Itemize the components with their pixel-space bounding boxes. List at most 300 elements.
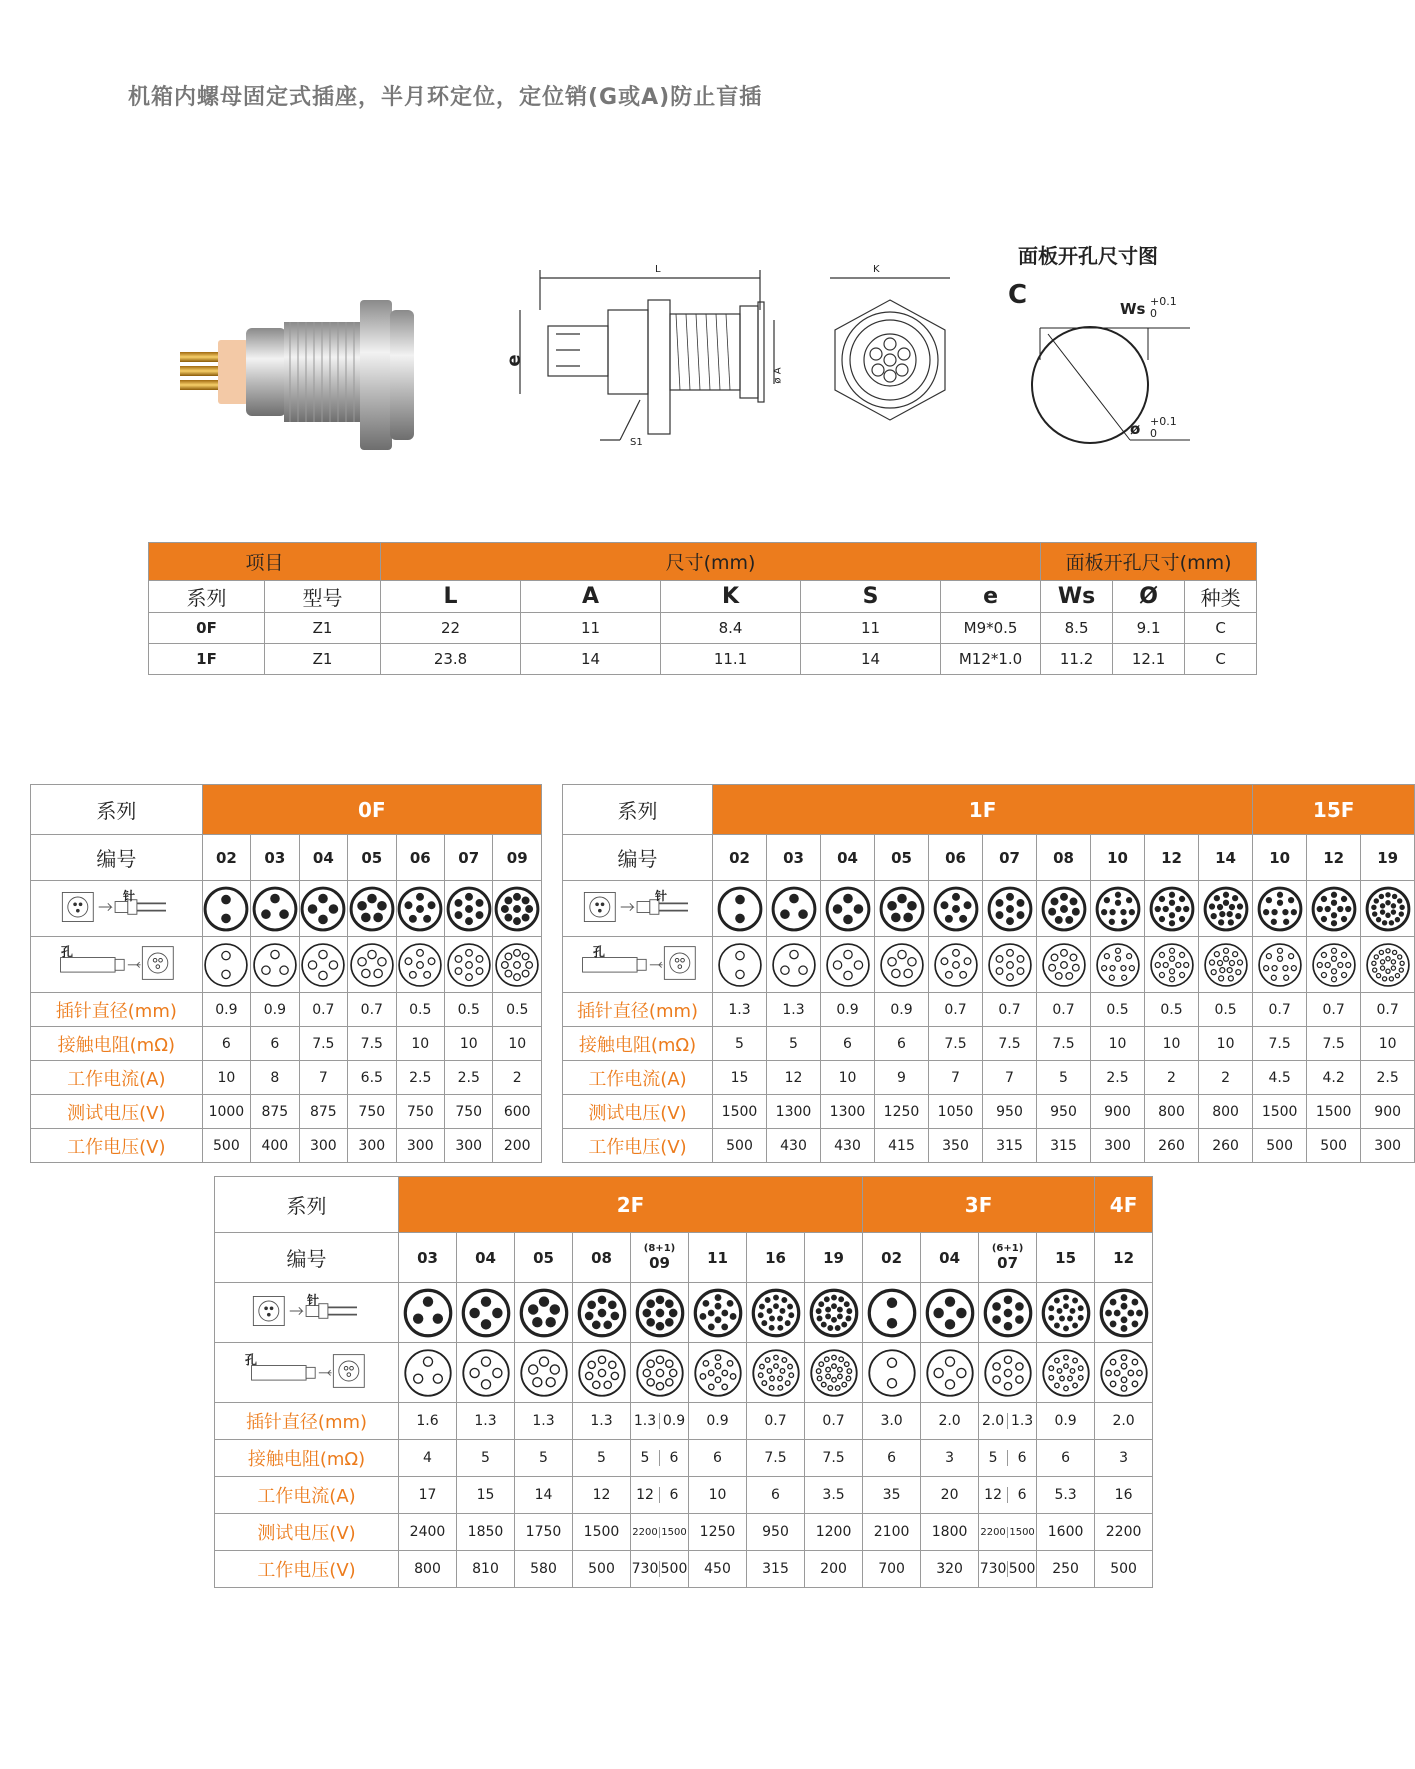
- pin-layout-cell: [805, 1283, 863, 1343]
- pin-diameter-label: 插针直径(mm): [563, 993, 713, 1027]
- pin-legend-cell: [563, 881, 713, 937]
- value-cell: 10: [689, 1477, 747, 1514]
- value-cell: 3.0: [863, 1403, 921, 1440]
- split-value: [631, 1561, 688, 1577]
- value-cell: 10: [202, 1061, 250, 1095]
- value-cell: 2.0: [1095, 1403, 1153, 1440]
- female-socket-layout-icon: [397, 942, 443, 988]
- code-value: 02: [729, 848, 750, 867]
- value-cell: 900: [1091, 1095, 1145, 1129]
- male-pin-layout-icon: [446, 886, 492, 932]
- working-voltage-label: 工作电压(V): [31, 1129, 203, 1163]
- male-pin-layout-icon: [252, 886, 298, 932]
- pin-layout-cell: [445, 881, 493, 937]
- male-pin-layout-icon: [494, 886, 540, 932]
- male-pin-layout-icon: [397, 886, 443, 932]
- sub-value: 730: [631, 1561, 659, 1577]
- female-socket-layout-icon: [693, 1348, 743, 1398]
- value-cell: 35: [863, 1477, 921, 1514]
- code-value: 07: [999, 848, 1020, 867]
- dimension-table: [148, 542, 1257, 675]
- panel-phi-label: ø: [1130, 420, 1141, 438]
- pin-layout-cell: [929, 937, 983, 993]
- value-cell: 7.5: [1307, 1027, 1361, 1061]
- pin-layout-cell: [805, 1343, 863, 1403]
- value-cell: 17: [399, 1477, 457, 1514]
- female-socket-layout-icon: [635, 1348, 685, 1398]
- series-header: 2F: [399, 1177, 863, 1233]
- value-cell: 200: [805, 1551, 863, 1588]
- value-cell: 1800: [921, 1514, 979, 1551]
- code-value: 06: [945, 848, 966, 867]
- male-pin-layout-icon: [751, 1288, 801, 1338]
- contact-resistance-label: 接触电阻(mΩ): [563, 1027, 713, 1061]
- pin-layout-cell: [299, 937, 347, 993]
- value-cell: 250: [1037, 1551, 1095, 1588]
- code-cell: [689, 1233, 747, 1283]
- value-cell: 0.9: [251, 993, 299, 1027]
- sub-value: 6: [659, 1487, 688, 1503]
- pin-layout-cell: [251, 937, 299, 993]
- value-cell: 2.5: [396, 1061, 444, 1095]
- pin-layout-cell: [493, 881, 542, 937]
- female-socket-layout-icon: [1095, 942, 1141, 988]
- value-cell: 800: [1199, 1095, 1253, 1129]
- male-pin-layout-icon: [693, 1288, 743, 1338]
- value-cell: 10: [1091, 1027, 1145, 1061]
- pin-layout-cell: [573, 1343, 631, 1403]
- value-cell: 3: [921, 1440, 979, 1477]
- code-value: 04: [312, 848, 334, 867]
- value-cell: 500: [573, 1551, 631, 1588]
- value-cell: 750: [445, 1095, 493, 1129]
- male-pin-layout-icon: [1149, 886, 1195, 932]
- female-socket-layout-icon: [825, 942, 871, 988]
- code-value: 03: [264, 848, 286, 867]
- code-label: 编号: [31, 835, 203, 881]
- value-cell: 1.6: [399, 1403, 457, 1440]
- value-cell: 2100: [863, 1514, 921, 1551]
- value-cell: 7.5: [929, 1027, 983, 1061]
- female-socket-layout-icon: [1149, 942, 1195, 988]
- male-pin-layout-icon: [635, 1288, 685, 1338]
- code-cell: [875, 835, 929, 881]
- sub-value: 5: [988, 1450, 998, 1466]
- value-cell: 875: [299, 1095, 347, 1129]
- male-pin-layout-icon: [1099, 1288, 1149, 1338]
- pin-layout-cell: [821, 937, 875, 993]
- code-value: 09: [506, 848, 528, 867]
- dim-col-header: L: [381, 581, 521, 613]
- sub-value: 1.3: [1007, 1413, 1036, 1429]
- panel-ws-label: Ws: [1120, 300, 1146, 318]
- split-value: [979, 1527, 1036, 1538]
- pin-layout-cell: [979, 1343, 1037, 1403]
- test-voltage-label: 测试电压(V): [31, 1095, 203, 1129]
- code-cell: [457, 1233, 515, 1283]
- value-cell: 300: [299, 1129, 347, 1163]
- male-pin-layout-icon: [983, 1288, 1033, 1338]
- value-cell: 0.7: [299, 993, 347, 1027]
- code-cell: [713, 835, 767, 881]
- value-cell: 300: [1091, 1129, 1145, 1163]
- value-cell: 580: [515, 1551, 573, 1588]
- female-socket-layout-icon: [867, 1348, 917, 1398]
- pin-layout-cell: [1037, 1283, 1095, 1343]
- value-cell: 10: [396, 1027, 444, 1061]
- spec-table-2f-3f-4f: [214, 1176, 1153, 1588]
- female-socket-layout-icon: [252, 942, 298, 988]
- pin-layout-cell: [631, 1283, 689, 1343]
- value-cell: 6: [689, 1440, 747, 1477]
- value-cell: 14: [515, 1477, 573, 1514]
- dim-cell: M12*1.0: [941, 644, 1041, 675]
- female-socket-layout-icon: [403, 1348, 453, 1398]
- pin-layout-cell: [863, 1283, 921, 1343]
- dim-cell: 8.4: [661, 613, 801, 644]
- pin-layout-cell: [348, 937, 396, 993]
- male-pin-layout-icon: [809, 1288, 859, 1338]
- split-value: [631, 1487, 688, 1503]
- dim-col-header: K: [661, 581, 801, 613]
- pin-layout-cell: [979, 1283, 1037, 1343]
- pin-layout-cell: [631, 1343, 689, 1403]
- value-cell: 6: [251, 1027, 299, 1061]
- dim-col-header: 系列: [149, 581, 265, 613]
- series-header: 0F: [202, 785, 541, 835]
- value-cell: 0.9: [202, 993, 250, 1027]
- pin-layout-cell: [1095, 1343, 1153, 1403]
- sub-value: 1500: [659, 1527, 688, 1538]
- spec-table-1f-15f: [562, 784, 1415, 1163]
- dim-col-header: 种类: [1185, 581, 1257, 613]
- pin-layout-cell: [689, 1283, 747, 1343]
- pin-layout-cell: [875, 937, 929, 993]
- split-value: [631, 1413, 688, 1429]
- test-voltage-label: 测试电压(V): [563, 1095, 713, 1129]
- male-pin-layout-icon: [925, 1288, 975, 1338]
- dim-header-item: 项目: [149, 543, 381, 581]
- value-cell: 1300: [767, 1095, 821, 1129]
- dim-cell: 11.1: [661, 644, 801, 675]
- value-cell: [979, 1440, 1037, 1477]
- value-cell: 7: [299, 1061, 347, 1095]
- value-cell: 1.3: [515, 1403, 573, 1440]
- male-pin-layout-icon: [349, 886, 395, 932]
- code-value: 12: [1161, 848, 1182, 867]
- value-cell: 1750: [515, 1514, 573, 1551]
- working-voltage-label: 工作电压(V): [563, 1129, 713, 1163]
- value-cell: 7.5: [747, 1440, 805, 1477]
- value-cell: 10: [445, 1027, 493, 1061]
- dim-header-panel: 面板开孔尺寸(mm): [1041, 543, 1257, 581]
- pin-layout-cell: [396, 937, 444, 993]
- value-cell: 0.7: [805, 1403, 863, 1440]
- dim-col-header: e: [941, 581, 1041, 613]
- pin-layout-cell: [457, 1343, 515, 1403]
- sub-value: 12: [636, 1487, 654, 1503]
- female-socket-layout-icon: [983, 1348, 1033, 1398]
- pin-layout-cell: [1307, 881, 1361, 937]
- pin-layout-cell: [1095, 1283, 1153, 1343]
- hole-legend-label: 孔: [61, 944, 74, 959]
- value-cell: 1250: [875, 1095, 929, 1129]
- value-cell: [631, 1477, 689, 1514]
- female-socket-layout-icon: [987, 942, 1033, 988]
- male-pin-layout-icon: [403, 1288, 453, 1338]
- dim-cell: 1F: [149, 644, 265, 675]
- male-pin-layout-icon: [933, 886, 979, 932]
- value-cell: 875: [251, 1095, 299, 1129]
- series-label: 系列: [563, 785, 713, 835]
- sub-value: 500: [1008, 1561, 1036, 1577]
- male-legend: [31, 887, 202, 931]
- series-header: 1F: [713, 785, 1253, 835]
- dim-cell: C: [1185, 644, 1257, 675]
- dim-cell: 14: [521, 644, 661, 675]
- value-cell: 300: [396, 1129, 444, 1163]
- value-cell: 2.0: [921, 1403, 979, 1440]
- dim-cell: 22: [381, 613, 521, 644]
- dim-cell: 11: [801, 613, 941, 644]
- code-cell: [299, 835, 347, 881]
- male-pin-layout-icon: [879, 886, 925, 932]
- code-value: 07: [997, 1253, 1019, 1272]
- code-cell: [1199, 835, 1253, 881]
- sub-value: 6: [1007, 1450, 1036, 1466]
- value-cell: 800: [1145, 1095, 1199, 1129]
- code-cell: [493, 835, 542, 881]
- code-note: (6+1): [991, 1242, 1024, 1254]
- series-header: 3F: [863, 1177, 1095, 1233]
- code-value: 07: [458, 848, 480, 867]
- sub-value: 1.3: [633, 1413, 657, 1429]
- side-view-drawing: [500, 270, 800, 470]
- value-cell: 2: [1199, 1061, 1253, 1095]
- male-pin-layout-icon: [1203, 886, 1249, 932]
- value-cell: 200: [493, 1129, 542, 1163]
- code-value: 06: [409, 848, 431, 867]
- front-view-drawing: [820, 270, 960, 440]
- value-cell: 810: [457, 1551, 515, 1588]
- value-cell: 6: [1037, 1440, 1095, 1477]
- value-cell: 5: [713, 1027, 767, 1061]
- female-socket-layout-icon: [1203, 942, 1249, 988]
- code-value: 14: [1215, 848, 1236, 867]
- dim-cell: 11: [521, 613, 661, 644]
- male-pin-layout-icon: [300, 886, 346, 932]
- pin-layout-cell: [573, 1283, 631, 1343]
- value-cell: 500: [202, 1129, 250, 1163]
- value-cell: 750: [348, 1095, 396, 1129]
- female-socket-layout-icon: [461, 1348, 511, 1398]
- code-cell: [573, 1233, 631, 1283]
- female-socket-layout-icon: [300, 942, 346, 988]
- value-cell: [979, 1551, 1037, 1588]
- male-pin-layout-icon: [1365, 886, 1411, 932]
- panel-type-letter: C: [1008, 280, 1028, 310]
- dim-cell: 11.2: [1041, 644, 1113, 675]
- sub-value: 730: [979, 1561, 1007, 1577]
- code-cell: [515, 1233, 573, 1283]
- sub-value: 12: [984, 1487, 1002, 1503]
- value-cell: 500: [1307, 1129, 1361, 1163]
- value-cell: 0.7: [983, 993, 1037, 1027]
- female-socket-layout-icon: [751, 1348, 801, 1398]
- dim-cell: M9*0.5: [941, 613, 1041, 644]
- value-cell: 7.5: [1253, 1027, 1307, 1061]
- pin-layout-cell: [983, 937, 1037, 993]
- female-socket-layout-icon: [349, 942, 395, 988]
- dim-col-header: 型号: [265, 581, 381, 613]
- value-cell: 260: [1199, 1129, 1253, 1163]
- pin-layout-cell: [457, 1283, 515, 1343]
- value-cell: 320: [921, 1551, 979, 1588]
- value-cell: 800: [399, 1551, 457, 1588]
- male-pin-layout-icon: [987, 886, 1033, 932]
- value-cell: 10: [1361, 1027, 1415, 1061]
- value-cell: 0.7: [1253, 993, 1307, 1027]
- sub-value: 6: [659, 1450, 688, 1466]
- pin-layout-cell: [299, 881, 347, 937]
- value-cell: 0.9: [1037, 1403, 1095, 1440]
- pin-layout-cell: [1145, 937, 1199, 993]
- pin-layout-cell: [1307, 937, 1361, 993]
- dim-e-label: e: [503, 354, 525, 367]
- pin-layout-cell: [747, 1283, 805, 1343]
- hole-legend-cell: [31, 937, 203, 993]
- value-cell: 315: [1037, 1129, 1091, 1163]
- code-cell: [805, 1233, 863, 1283]
- dim-cell: 12.1: [1113, 644, 1185, 675]
- pin-layout-cell: [821, 881, 875, 937]
- code-value: 04: [475, 1248, 496, 1267]
- sub-value: 5: [640, 1450, 650, 1466]
- value-cell: 0.5: [396, 993, 444, 1027]
- value-cell: 5: [767, 1027, 821, 1061]
- pin-layout-cell: [399, 1283, 457, 1343]
- code-value: 12: [1113, 1248, 1135, 1267]
- value-cell: 700: [863, 1551, 921, 1588]
- value-cell: 5: [1037, 1061, 1091, 1095]
- pin-legend-cell: [31, 881, 203, 937]
- code-value: 12: [1323, 848, 1345, 867]
- pin-layout-cell: [1361, 881, 1415, 937]
- value-cell: 600: [493, 1095, 542, 1129]
- hole-legend-label: 孔: [593, 944, 606, 959]
- female-legend: [215, 1351, 398, 1395]
- value-cell: 0.5: [493, 993, 542, 1027]
- value-cell: 0.9: [821, 993, 875, 1027]
- panel-phi-tolerance: +0.1 0: [1150, 415, 1177, 440]
- female-socket-layout-icon: [494, 942, 540, 988]
- code-value: 03: [417, 1248, 438, 1267]
- code-cell: [445, 835, 493, 881]
- pin-layout-cell: [929, 881, 983, 937]
- value-cell: 260: [1145, 1129, 1199, 1163]
- pin-layout-cell: [713, 937, 767, 993]
- value-cell: 1300: [821, 1095, 875, 1129]
- value-cell: 950: [1037, 1095, 1091, 1129]
- pin-layout-cell: [1253, 937, 1307, 993]
- female-socket-layout-icon: [577, 1348, 627, 1398]
- value-cell: [979, 1477, 1037, 1514]
- receptacle-diagram-icon: [573, 943, 703, 983]
- value-cell: 500: [713, 1129, 767, 1163]
- value-cell: 7: [929, 1061, 983, 1095]
- value-cell: 5: [457, 1440, 515, 1477]
- value-cell: 2.5: [1361, 1061, 1415, 1095]
- receptacle-diagram-icon: [242, 1351, 372, 1391]
- code-cell: [979, 1233, 1037, 1283]
- value-cell: 0.7: [1307, 993, 1361, 1027]
- code-cell: [1037, 1233, 1095, 1283]
- pin-layout-cell: [202, 937, 250, 993]
- code-value: 05: [891, 848, 912, 867]
- code-cell: [631, 1233, 689, 1283]
- split-value: [979, 1413, 1036, 1429]
- pin-layout-cell: [983, 881, 1037, 937]
- pin-layout-cell: [875, 881, 929, 937]
- code-cell: [983, 835, 1037, 881]
- code-label: 编号: [215, 1233, 399, 1283]
- pin-layout-cell: [1037, 1343, 1095, 1403]
- value-cell: [979, 1514, 1037, 1551]
- value-cell: 500: [1095, 1551, 1153, 1588]
- pin-layout-cell: [921, 1283, 979, 1343]
- value-cell: 2: [1145, 1061, 1199, 1095]
- value-cell: 3: [1095, 1440, 1153, 1477]
- female-socket-layout-icon: [879, 942, 925, 988]
- value-cell: 20: [921, 1477, 979, 1514]
- code-cell: [1307, 835, 1361, 881]
- male-pin-layout-icon: [1041, 1288, 1091, 1338]
- pin-layout-cell: [747, 1343, 805, 1403]
- value-cell: 1600: [1037, 1514, 1095, 1551]
- male-legend: [563, 887, 712, 931]
- value-cell: 315: [747, 1551, 805, 1588]
- pin-layout-cell: [396, 881, 444, 937]
- dim-a-label: ø A: [772, 367, 784, 384]
- code-cell: [863, 1233, 921, 1283]
- code-cell: [1253, 835, 1307, 881]
- value-cell: 15: [457, 1477, 515, 1514]
- dim-cell: 0F: [149, 613, 265, 644]
- value-cell: 900: [1361, 1095, 1415, 1129]
- male-pin-layout-icon: [717, 886, 763, 932]
- code-value: 02: [215, 848, 237, 867]
- value-cell: 0.5: [1091, 993, 1145, 1027]
- value-cell: 5: [515, 1440, 573, 1477]
- value-cell: 0.7: [1361, 993, 1415, 1027]
- value-cell: 0.5: [1145, 993, 1199, 1027]
- value-cell: 7.5: [805, 1440, 863, 1477]
- working-current-label: 工作电流(A): [31, 1061, 203, 1095]
- dim-cell: Z1: [265, 644, 381, 675]
- value-cell: 6: [202, 1027, 250, 1061]
- value-cell: 300: [348, 1129, 396, 1163]
- value-cell: 6: [863, 1440, 921, 1477]
- value-cell: [979, 1403, 1037, 1440]
- sub-value: 2200: [632, 1526, 658, 1538]
- code-value: 08: [1053, 848, 1074, 867]
- code-cell: [747, 1233, 805, 1283]
- value-cell: 1250: [689, 1514, 747, 1551]
- value-cell: 2.5: [445, 1061, 493, 1095]
- male-pin-layout-icon: [867, 1288, 917, 1338]
- dim-s1-label: S1: [630, 437, 643, 448]
- code-value: 05: [533, 1248, 554, 1267]
